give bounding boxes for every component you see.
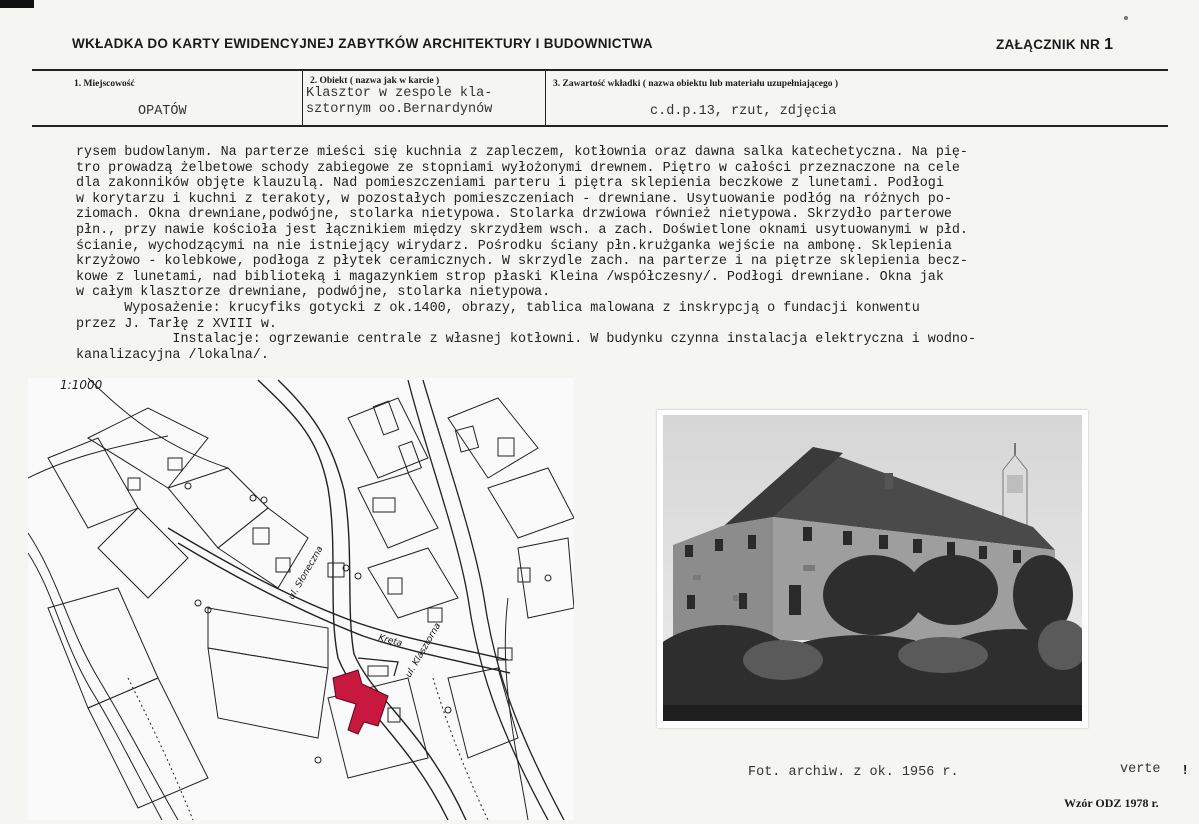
locality-label: 1. Miejscowość <box>74 79 135 89</box>
text-line: rysem budowlanym. Na parterze mieści się kuchnia z zapleczem, kotłownia oraz dawna salka katechetyczna. Na pię- <box>76 145 968 160</box>
text-line: kowe z lunetami, nad biblioteką i magazynkiem strop płaski Kleina /współczesny/. Podłogi drewniane. Okna jak <box>76 269 944 285</box>
site-plan-map <box>28 378 574 820</box>
scan-dot <box>1124 16 1128 20</box>
form-model: Wzór ODZ 1978 r. <box>1064 796 1159 810</box>
text-line: dla zakonników objęte klauzulą. Nad pomieszczeniami parteru i piętra sklepienia beczkowe z lunetami. Podłogi <box>76 176 944 192</box>
object-value-line1: Klasztor w zespole kla- <box>306 86 493 101</box>
monastery-photo-drawing <box>663 415 1082 721</box>
map-scale: 1:1000 <box>60 378 103 392</box>
site-plan-drawing <box>28 378 574 820</box>
header-bottom-rule <box>32 125 1168 127</box>
text-line: kanalizacyjna /lokalna/. <box>76 347 269 363</box>
street-label-klasztorna: ul. Klasztorna <box>403 621 444 680</box>
text-line: przez J. Tarłę z XVIII w. <box>76 316 277 332</box>
form-title: WKŁADKA DO KARTY EWIDENCYJNEJ ZABYTKÓW ARCHITEKTURY I BUDOWNICTWA <box>72 36 653 51</box>
photo-caption: Fot. archiw. z ok. 1956 r. <box>748 765 959 780</box>
annex-heading <box>996 36 1113 54</box>
annex-number: 1 <box>1104 36 1114 53</box>
text-line: w korytarzu i kuchni z terakoty, w pozostałych pomieszczeniach - drewniane. Usytuowanie podłóg na różnych po- <box>76 191 952 207</box>
text-line: ziomach. Okna drewniane,podwójne, stolarka nietypowa. Stolarka drzwiowa również nietypowa. Skrzydło parterowe <box>76 207 952 223</box>
archive-photo <box>663 415 1082 721</box>
text-line: tro prowadzą żelbetowe schody zabiegowe ze stopniami wyłożonymi drewnem. Piętro w całości przeznaczone na cele <box>76 160 960 176</box>
verte-label: verte <box>1120 762 1161 777</box>
street-label-kreta: Kręta <box>377 633 404 650</box>
text-line: Instalacje: ogrzewanie centrale z własnej kotłowni. W budynku czynna instalacja elektryczna i wodno- <box>76 332 976 348</box>
field-divider-1 <box>302 71 303 125</box>
street-label-sloneczna: ul. Słoneczna <box>286 544 326 602</box>
field-divider-2 <box>545 71 546 125</box>
object-label: 2. Obiekt ( nazwa jak w karcie ) <box>310 76 440 86</box>
text-line: płn., przy nawie kościoła jest łącznikiem między skrzydłem wsch. a zach. Doświetlone oknami usytuowanymi w płd. <box>76 222 968 238</box>
text-line: Wyposażenie: krucyfiks gotycki z ok.1400, obrazy, tablica malowana z inskrypcją o fundacji konwentu <box>76 300 920 316</box>
annex-label: ZAŁĄCZNIK NR <box>996 37 1101 52</box>
contents-value: c.d.p.13, rzut, zdjęcia <box>650 104 837 119</box>
locality-value: OPATÓW <box>138 104 187 119</box>
text-line: ścianie, wychodzącymi na nie istniejący wirydarz. Pośrodku ściany płn.krużganka wejście na ambonę. Sklepienia <box>76 238 952 254</box>
text-line: w całym klasztorze drewniane, podwójne, stolarka nietypowa. <box>76 285 551 301</box>
contents-label: 3. Zawartość wkładki ( nazwa obiektu lub materiału uzupełniającego ) <box>553 79 839 89</box>
text-line: krzyżowo - kolebkowe, podłoga z płytek ceramicznych. W skrzydle zach. na parterze i na piętrze sklepienia becz- <box>76 254 968 270</box>
verte-mark: ! <box>1183 762 1188 777</box>
header-top-rule <box>32 69 1168 71</box>
description-text <box>76 145 1186 363</box>
object-value-line2: sztornym oo.Bernardynów <box>306 102 493 117</box>
scan-corner-mark <box>0 0 34 8</box>
